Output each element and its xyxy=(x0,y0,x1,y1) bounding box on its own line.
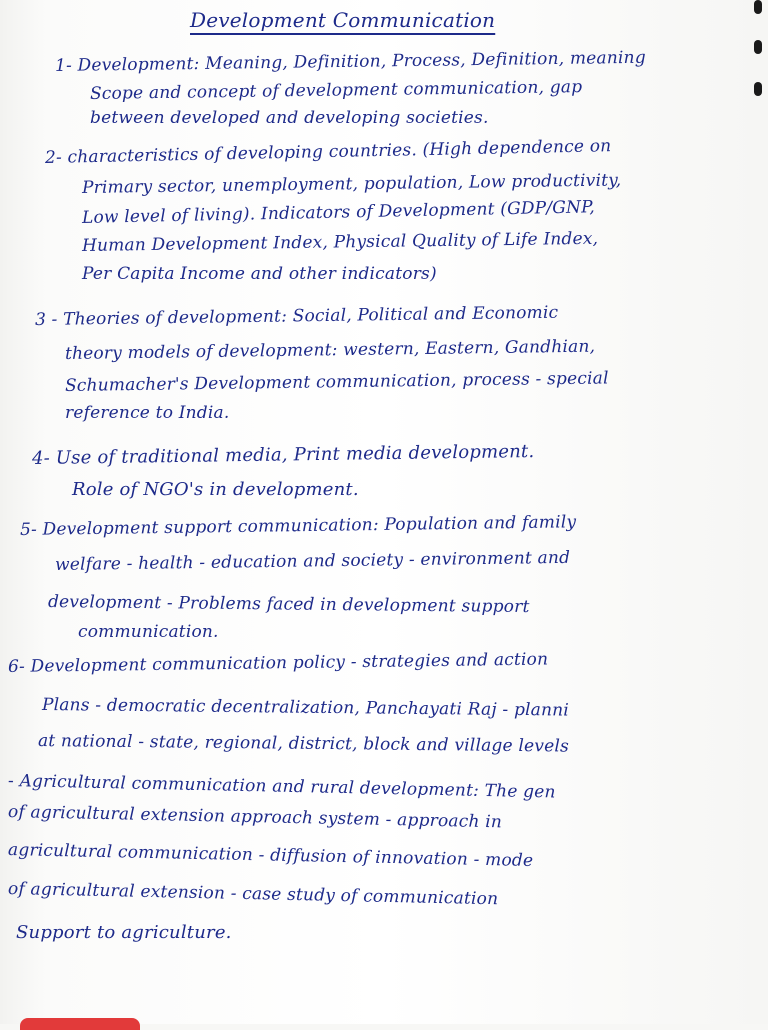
note-line: Scope and concept of development communication, gap xyxy=(89,77,583,104)
red-marker-edge xyxy=(20,1018,140,1030)
note-line: 5- Development support communication: Population and family xyxy=(19,512,577,540)
note-line: 3 - Theories of development: Social, Political and Economic xyxy=(34,302,559,330)
note-line: 1- Development: Meaning, Definition, Process, Definition, meaning xyxy=(54,47,646,76)
note-line: agricultural communication - diffusion of innovation - mode xyxy=(7,840,534,871)
note-line: 2- characteristics of developing countries. (High dependence on xyxy=(44,136,612,168)
note-line: Low level of living). Indicators of Development (GDP/GNP, xyxy=(81,197,596,228)
binding-hole-icon xyxy=(754,82,762,96)
note-line: development - Problems faced in development support xyxy=(47,592,530,618)
note-line: - Agricultural communication and rural development: The gen xyxy=(7,771,556,803)
note-line: communication. xyxy=(78,622,219,642)
note-line: of agricultural extension - case study of communication xyxy=(7,879,499,910)
note-line: Per Capita Income and other indicators) xyxy=(82,264,437,284)
note-line: Plans - democratic decentralization, Panchayati Raj - planni xyxy=(41,695,570,721)
page-title: Development Communication xyxy=(190,8,496,32)
note-line: between developed and developing societies. xyxy=(90,108,489,128)
note-line: Primary sector, unemployment, population, Low productivity, xyxy=(81,170,622,198)
note-line: Human Development Index, Physical Quality of Life Index, xyxy=(81,228,599,256)
note-line: theory models of development: western, Eastern, Gandhian, xyxy=(64,336,596,364)
binding-hole-icon xyxy=(754,40,762,54)
note-line: of agricultural extension approach system - approach in xyxy=(7,802,503,833)
note-line: 6- Development communication policy - strategies and action xyxy=(7,649,549,677)
note-line: Schumacher's Development communication, process - special xyxy=(64,368,609,396)
binding-hole-icon xyxy=(754,0,762,14)
note-line: welfare - health - education and society - environment and xyxy=(54,547,571,575)
note-line: at national - state, regional, district, block and village levels xyxy=(37,731,570,757)
note-line: Role of NGO's in development. xyxy=(72,479,359,500)
note-line: reference to India. xyxy=(65,403,230,423)
note-line: 4- Use of traditional media, Print media development. xyxy=(31,440,535,469)
note-line: Support to agriculture. xyxy=(16,922,232,943)
